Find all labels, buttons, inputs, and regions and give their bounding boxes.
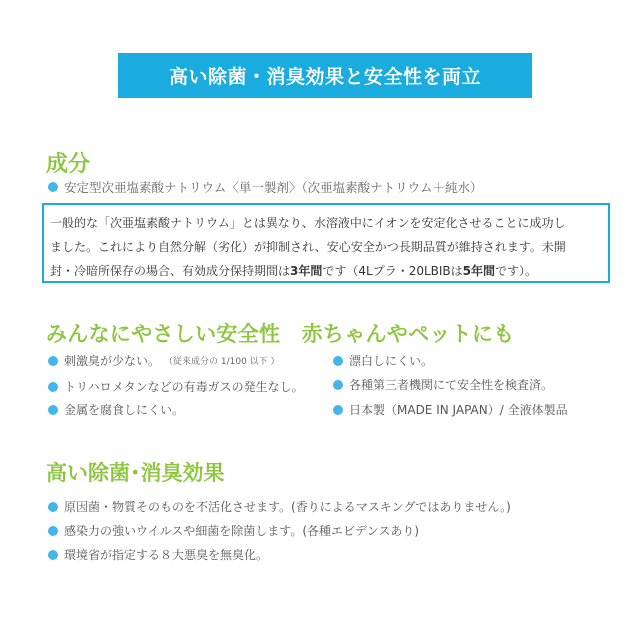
safety-item-no-toxic-gas xyxy=(48,378,304,395)
safety-item-text: トリハロメタンなどの有毒ガスの発生なし。 xyxy=(64,380,304,394)
description-line-2: ました。これにより自然分解（劣化）が抑制され、安心安全かつ長期品質が維持されます。未開 xyxy=(50,240,566,254)
bullet-dot-icon xyxy=(48,502,58,512)
safety-item-made-in-japan xyxy=(333,401,568,418)
description-line-3-a: 封・冷暗所保存の場合、有効成分保持期間は xyxy=(50,264,291,278)
bullet-dot-icon xyxy=(48,405,58,415)
headline-banner xyxy=(118,53,532,98)
bullet-dot-icon xyxy=(48,356,58,366)
effect-heading: 高い除菌･消臭効果 xyxy=(46,461,225,485)
bullet-dot-icon xyxy=(333,380,343,390)
shelf-life-5-years: 5年間 xyxy=(462,264,496,278)
effect-item-disinfect xyxy=(48,522,419,539)
ingredients-description-box xyxy=(42,203,610,283)
safety-item-text: 漂白しにくい。 xyxy=(349,354,434,368)
safety-item-note: （従来成分の 1/100 以下 ） xyxy=(164,357,280,367)
safety-item-no-bleach xyxy=(333,352,433,369)
safety-item-third-party-tested xyxy=(333,376,553,393)
bullet-dot-icon xyxy=(333,356,343,366)
banner-title: 高い除菌・消臭効果と安全性を両立 xyxy=(168,66,481,88)
effect-item-deodorize xyxy=(48,546,268,563)
ingredients-subtitle-text: 安定型次亜塩素酸ナトリウム〈単一製剤〉（次亜塩素酸ナトリウム＋純水） xyxy=(64,180,483,195)
bullet-dot-icon xyxy=(48,182,58,192)
ingredients-heading: 成分 xyxy=(46,152,91,177)
description-line-3 xyxy=(50,259,602,283)
safety-item-text: 金属を腐食しにくい。 xyxy=(64,403,185,417)
description-line-1: 一般的な「次亜塩素酸ナトリウム」とは異なり、水溶液中にイオンを安定化させることに成功し xyxy=(50,216,566,230)
safety-item-text: 日本製（MADE IN JAPAN）/ 全液体製品 xyxy=(349,403,568,417)
effect-item-text: 原因菌・物質そのものを不活化させます。(香りによるマスキングではありません。) xyxy=(64,500,511,514)
safety-item-text: 各種第三者機関にて安全性を検査済。 xyxy=(349,378,554,392)
safety-item-low-odor xyxy=(48,352,280,369)
bullet-dot-icon xyxy=(48,382,58,392)
safety-item-text: 刺激臭が少ない。 xyxy=(64,354,161,368)
effect-item-text: 感染力の強いウイルスや細菌を除菌します。(各種エビデンスあり) xyxy=(64,524,420,538)
safety-item-non-corrosive xyxy=(48,401,184,418)
ingredients-subtitle xyxy=(48,178,483,196)
effect-item-text: 環境省が指定する８大悪臭を無臭化。 xyxy=(64,548,269,562)
bullet-dot-icon xyxy=(333,405,343,415)
description-line-3-c: です（4Lプラ・20LBIBは xyxy=(322,264,463,278)
bullet-dot-icon xyxy=(48,526,58,536)
bullet-dot-icon xyxy=(48,550,58,560)
safety-heading: みんなにやさしい安全性 赤ちゃんやペットにも xyxy=(46,322,515,346)
effect-item-inactivate xyxy=(48,498,511,515)
description-line-3-e: です）。 xyxy=(495,264,538,278)
shelf-life-3-years: 3年間 xyxy=(290,264,323,278)
